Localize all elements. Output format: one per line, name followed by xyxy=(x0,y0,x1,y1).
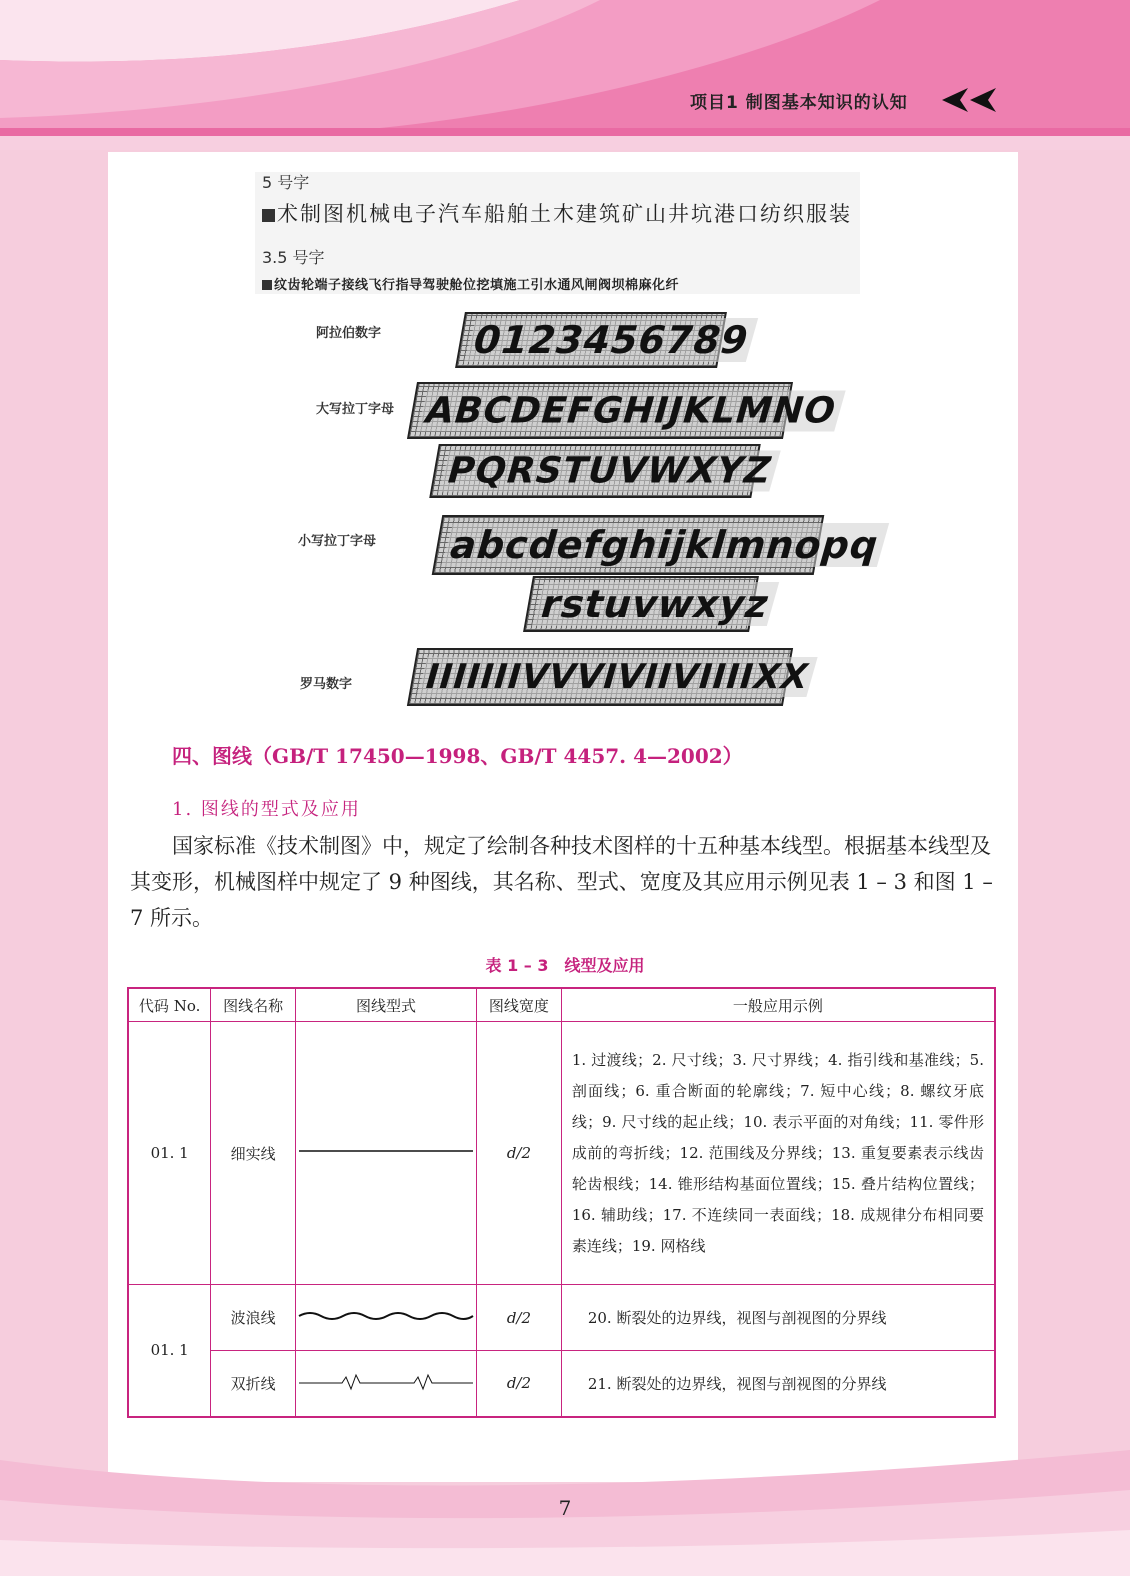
double-chevron-left-icon xyxy=(940,86,1000,114)
header-code: 代码 No. xyxy=(128,988,211,1022)
uppercase-label: 大写拉丁字母 xyxy=(316,402,395,417)
cell-width: d/2 xyxy=(477,1351,562,1417)
size35-label: 3.5 号字 xyxy=(262,248,325,267)
uppercase-plate-2: PQRSTUVWXYZ xyxy=(429,444,761,498)
table-row xyxy=(128,1022,995,1285)
size5-sample: 术制图机械电子汽车船舶土木建筑矿山井坑港口纺织服装 xyxy=(262,198,852,228)
cell-form xyxy=(296,1022,477,1285)
cell-form xyxy=(296,1285,477,1351)
cell-code: 01. 1 xyxy=(128,1285,211,1417)
zigzag-line-icon xyxy=(296,1371,476,1391)
subsection-heading: 1. 图线的型式及应用 xyxy=(172,799,361,820)
cursor-block-icon xyxy=(262,280,272,290)
header-usage: 一般应用示例 xyxy=(561,988,995,1022)
table-row xyxy=(128,1285,995,1351)
cell-name: 细实线 xyxy=(211,1022,296,1285)
cell-name: 波浪线 xyxy=(211,1285,296,1351)
cell-width: d/2 xyxy=(477,1022,562,1285)
wavy-line-icon xyxy=(296,1306,476,1326)
lowercase-plate-1: abcdefghijklmnopq xyxy=(432,515,825,575)
chapter-title: 项目1 制图基本知识的认知 xyxy=(690,93,908,113)
header-name: 图线名称 xyxy=(211,988,296,1022)
page-number: 7 xyxy=(558,1496,572,1520)
table-header-row xyxy=(128,988,995,1022)
section-heading: 四、图线（GB/T 17450—1998、GB/T 4457. 4—2002） xyxy=(172,744,743,768)
cursor-block-icon xyxy=(262,209,275,222)
arabic-plate: 0123456789 xyxy=(455,312,727,368)
cell-width: d/2 xyxy=(477,1285,562,1351)
body-paragraph: 国家标准《技术制图》中，规定了绘制各种技术图样的十五种基本线型。根据基本线型及其变形，机械图样中规定了 9 种图线，其名称、型式、宽度及其应用示例见表 1 – 3 和图 1 – 7 所示。 xyxy=(130,834,993,930)
roman-plate: IIIIIIIVVVIVIIVIIIIXX xyxy=(407,648,793,706)
cell-usage: 21. 断裂处的边界线，视图与剖视图的分界线 xyxy=(561,1351,995,1417)
roman-label: 罗马数字 xyxy=(300,677,353,692)
thin-solid-line-icon xyxy=(296,1141,476,1161)
lowercase-label: 小写拉丁字母 xyxy=(298,534,377,549)
header-width: 图线宽度 xyxy=(477,988,562,1022)
table-caption: 表 1 – 3 线型及应用 xyxy=(485,956,645,975)
size35-sample: 纹齿轮端子接线飞行指导驾驶舱位挖填施工引水通风闸阀坝棉麻化纤 xyxy=(262,274,679,293)
cell-name: 双折线 xyxy=(211,1351,296,1417)
cell-usage: 1. 过渡线；2. 尺寸线；3. 尺寸界线；4. 指引线和基准线；5. 剖面线；6. 重合断面的轮廓线；7. 短中心线；8. 螺纹牙底线；9. 尺寸线的起止线；10. 表示平面的对角线；11. 零件形成前的弯折线；12. 范围线及分界线；13. 重复要素表示线齿轮齿根线；14. 锥形结构基面位置线；15. 叠片结构位置线；16. 辅助线；17. 不连续同一表面线；18. 成规律分布相同要素连线；19. 网格线 xyxy=(561,1022,995,1285)
uppercase-plate-1: ABCDEFGHIJKLMNO xyxy=(407,382,793,439)
size5-label: 5 号字 xyxy=(262,173,310,192)
header-banner xyxy=(0,0,1130,150)
line-type-table xyxy=(127,987,996,1418)
arabic-label: 阿拉伯数字 xyxy=(316,326,382,341)
cell-usage: 20. 断裂处的边界线，视图与剖视图的分界线 xyxy=(561,1285,995,1351)
lowercase-plate-2: rstuvwxyz xyxy=(523,576,759,632)
cell-code: 01. 1 xyxy=(128,1022,211,1285)
header-form: 图线型式 xyxy=(296,988,477,1022)
cell-form xyxy=(296,1351,477,1417)
table-row xyxy=(128,1351,995,1417)
